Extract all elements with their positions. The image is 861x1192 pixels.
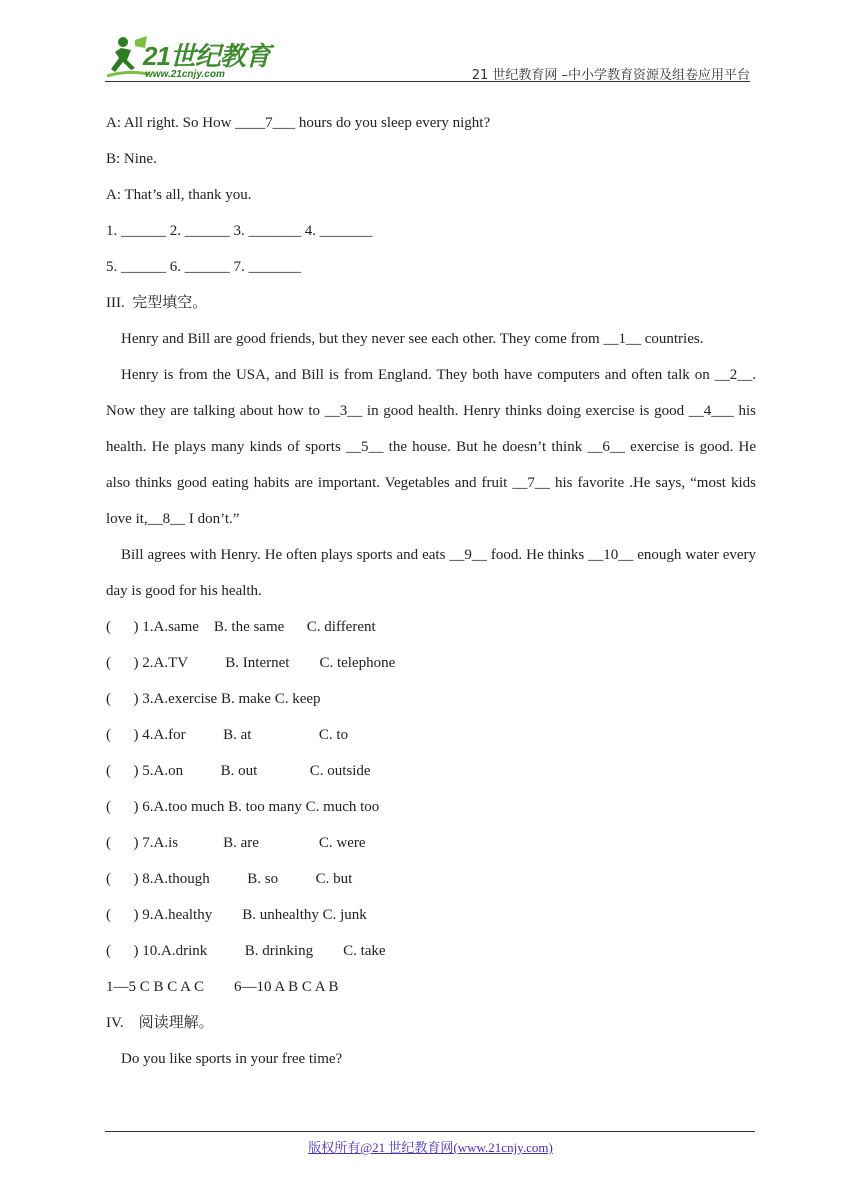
question-item: ( ) 2.A.TV B. Internet C. telephone <box>106 655 396 671</box>
logo <box>105 34 295 80</box>
question-item: ( ) 5.A.on B. out C. outside <box>106 763 371 779</box>
question-item: ( ) 7.A.is B. are C. were <box>106 835 366 851</box>
reading-intro: Do you like sports in your free time? <box>121 1051 343 1067</box>
answer-blanks-line: 5. ______ 6. ______ 7. _______ <box>106 259 301 275</box>
question-item: ( ) 6.A.too much B. too many C. much too <box>106 799 380 815</box>
question-item: ( ) 8.A.though B. so C. but <box>106 871 353 887</box>
answer-key: 1—5 C B C A C 6—10 A B C A B <box>106 979 339 995</box>
site-tagline: 21 世纪教育网 –中小学教育资源及组卷应用平台 <box>471 68 750 83</box>
question-item: ( ) 10.A.drink B. drinking C. take <box>106 943 386 959</box>
question-item: ( ) 4.A.for B. at C. to <box>106 727 349 743</box>
copyright-link[interactable]: 版权所有@21 世纪教育网(www.21cnjy.com) <box>308 1140 553 1155</box>
dialogue-line: A: That’s all, thank you. <box>106 187 252 203</box>
question-item: ( ) 9.A.healthy B. unhealthy C. junk <box>106 907 367 923</box>
dialogue-line: A: All right. So How ____7___ hours do you sleep every night? <box>106 115 491 131</box>
footer-divider <box>105 1131 755 1132</box>
passage-paragraph: Henry and Bill are good friends, but they never see each other. They come from __1__ countries. <box>121 331 704 347</box>
document-body <box>106 105 756 1077</box>
page-header <box>105 30 750 82</box>
logo-url: www.21cnjy.com <box>145 69 225 80</box>
header-divider <box>105 81 750 82</box>
passage-paragraph: Henry is from the USA, and Bill is from England. They both have computers and often talk on __2__. Now they are talking about how to __3__ in good health. Henry thinks doing exercise is good __4___ his health. He plays many kinds of sports __5__ the house. But he doesn’t think __6__ exercise is good. He also thinks good eating habits are important. Vegetables and fruit __7__ his favorite .He says, “most kids love it,__8__ I don’t.” <box>106 367 756 527</box>
section-heading: IV. 阅读理解。 <box>106 1015 214 1031</box>
page-footer <box>0 1137 861 1156</box>
dialogue-line: B: Nine. <box>106 151 157 167</box>
logo-title: 21世纪教育 <box>143 41 270 71</box>
section-heading: III. 完型填空。 <box>106 295 208 311</box>
question-item: ( ) 1.A.same B. the same C. different <box>106 619 376 635</box>
answer-blanks-line: 1. ______ 2. ______ 3. _______ 4. _______ <box>106 223 373 239</box>
passage-paragraph: Bill agrees with Henry. He often plays sports and eats __9__ food. He thinks __10__ enough water every day is good for his health. <box>106 547 756 599</box>
question-item: ( ) 3.A.exercise B. make C. keep <box>106 691 321 707</box>
